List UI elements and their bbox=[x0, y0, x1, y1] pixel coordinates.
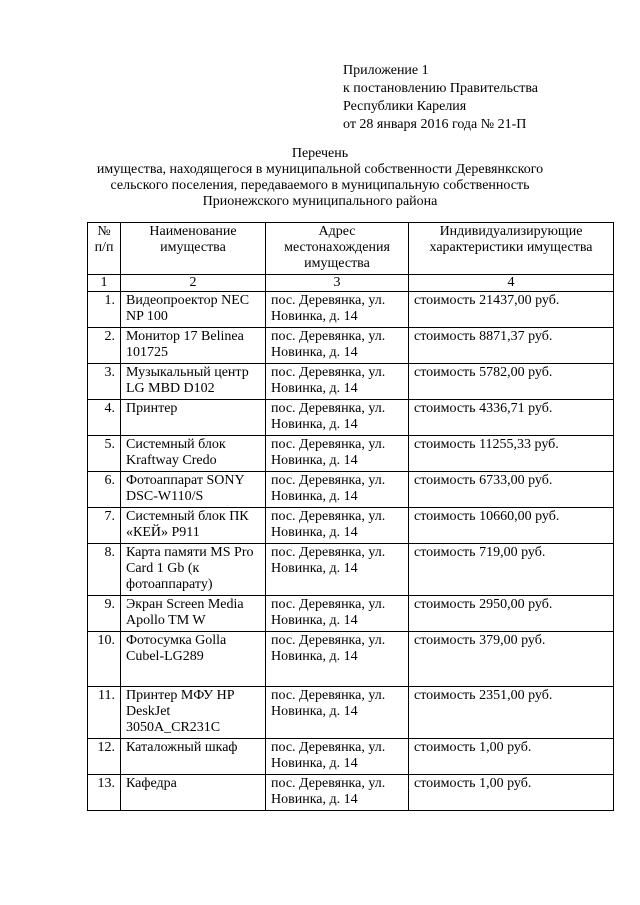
appendix-header bbox=[343, 62, 538, 134]
table-row bbox=[88, 508, 614, 544]
table-header-row bbox=[88, 223, 614, 275]
table-row bbox=[88, 544, 614, 596]
column-number: 2 bbox=[121, 275, 266, 292]
row-number: 6. bbox=[88, 472, 121, 508]
item-name: Фотоаппарат SONY DSC-W110/S bbox=[121, 472, 266, 508]
item-name: Видеопроектор NEC NP 100 bbox=[121, 292, 266, 328]
table-row bbox=[88, 687, 614, 739]
item-name: Фотосумка Golla Cubel-LG289 bbox=[121, 632, 266, 687]
row-number: 7. bbox=[88, 508, 121, 544]
item-name: Экран Screen Media Apollo TM W bbox=[121, 596, 266, 632]
item-name: Системный блок ПК «КЕЙ» P911 bbox=[121, 508, 266, 544]
item-address: пос. Деревянка, ул. Новинка, д. 14 bbox=[266, 508, 409, 544]
item-address: пос. Деревянка, ул. Новинка, д. 14 bbox=[266, 472, 409, 508]
item-address: пос. Деревянка, ул. Новинка, д. 14 bbox=[266, 687, 409, 739]
document-title bbox=[60, 146, 580, 210]
table-row bbox=[88, 739, 614, 775]
title-line: Перечень bbox=[291, 146, 349, 161]
appendix-line: Приложение 1 bbox=[343, 63, 429, 78]
item-details: стоимость 379,00 руб. bbox=[409, 632, 614, 687]
item-name: Принтер МФУ HP DeskJet 3050A_CR231C bbox=[121, 687, 266, 739]
column-number: 1 bbox=[88, 275, 121, 292]
property-table bbox=[87, 222, 614, 811]
item-address: пос. Деревянка, ул. Новинка, д. 14 bbox=[266, 632, 409, 687]
appendix-line: к постановлению Правительства bbox=[343, 81, 539, 96]
title-line: имущества, находящегося в муниципальной собственности Деревянкского bbox=[96, 162, 544, 177]
column-number: 3 bbox=[266, 275, 409, 292]
item-address: пос. Деревянка, ул. Новинка, д. 14 bbox=[266, 544, 409, 596]
table-row bbox=[88, 364, 614, 400]
table-row bbox=[88, 328, 614, 364]
row-number: 3. bbox=[88, 364, 121, 400]
table-row bbox=[88, 292, 614, 328]
item-details: стоимость 8871,37 руб. bbox=[409, 328, 614, 364]
item-address: пос. Деревянка, ул. Новинка, д. 14 bbox=[266, 775, 409, 811]
header-cell-name: Наименование имущества bbox=[121, 223, 266, 275]
row-number: 9. bbox=[88, 596, 121, 632]
item-name: Принтер bbox=[121, 400, 266, 436]
header-cell-details: Индивидуализирующие характеристики имущества bbox=[409, 223, 614, 275]
header-cell-number: № п/п bbox=[88, 223, 121, 275]
item-details: стоимость 1,00 руб. bbox=[409, 739, 614, 775]
table-row bbox=[88, 472, 614, 508]
item-name: Монитор 17 Belinea 101725 bbox=[121, 328, 266, 364]
appendix-line: Республики Карелия bbox=[343, 99, 467, 114]
item-details: стоимость 719,00 руб. bbox=[409, 544, 614, 596]
item-name: Музыкальный центр LG MBD D102 bbox=[121, 364, 266, 400]
item-address: пос. Деревянка, ул. Новинка, д. 14 bbox=[266, 400, 409, 436]
row-number: 12. bbox=[88, 739, 121, 775]
title-line: Прионежского муниципального района bbox=[202, 194, 438, 209]
item-details: стоимость 11255,33 руб. bbox=[409, 436, 614, 472]
column-number-row bbox=[88, 275, 614, 292]
item-address: пос. Деревянка, ул. Новинка, д. 14 bbox=[266, 596, 409, 632]
item-details: стоимость 6733,00 руб. bbox=[409, 472, 614, 508]
row-number: 13. bbox=[88, 775, 121, 811]
title-line: сельского поселения, передаваемого в муниципальную собственность bbox=[110, 178, 530, 193]
item-address: пос. Деревянка, ул. Новинка, д. 14 bbox=[266, 436, 409, 472]
table-row bbox=[88, 400, 614, 436]
row-number: 2. bbox=[88, 328, 121, 364]
item-name: Каталожный шкаф bbox=[121, 739, 266, 775]
table-row bbox=[88, 775, 614, 811]
appendix-line: от 28 января 2016 года № 21-П bbox=[343, 117, 527, 132]
table-row bbox=[88, 632, 614, 687]
row-number: 4. bbox=[88, 400, 121, 436]
table-row bbox=[88, 596, 614, 632]
item-name: Кафедра bbox=[121, 775, 266, 811]
item-name: Карта памяти MS Pro Card 1 Gb (к фотоаппарату) bbox=[121, 544, 266, 596]
item-name: Системный блок Kraftway Credo bbox=[121, 436, 266, 472]
item-details: стоимость 5782,00 руб. bbox=[409, 364, 614, 400]
row-number: 10. bbox=[88, 632, 121, 687]
item-details: стоимость 21437,00 руб. bbox=[409, 292, 614, 328]
item-details: стоимость 2351,00 руб. bbox=[409, 687, 614, 739]
item-address: пос. Деревянка, ул. Новинка, д. 14 bbox=[266, 739, 409, 775]
item-address: пос. Деревянка, ул. Новинка, д. 14 bbox=[266, 292, 409, 328]
table-row bbox=[88, 436, 614, 472]
item-address: пос. Деревянка, ул. Новинка, д. 14 bbox=[266, 364, 409, 400]
row-number: 1. bbox=[88, 292, 121, 328]
row-number: 11. bbox=[88, 687, 121, 739]
item-details: стоимость 2950,00 руб. bbox=[409, 596, 614, 632]
row-number: 5. bbox=[88, 436, 121, 472]
item-details: стоимость 1,00 руб. bbox=[409, 775, 614, 811]
header-cell-address: Адрес местонахождения имущества bbox=[266, 223, 409, 275]
column-number: 4 bbox=[409, 275, 614, 292]
item-details: стоимость 4336,71 руб. bbox=[409, 400, 614, 436]
item-details: стоимость 10660,00 руб. bbox=[409, 508, 614, 544]
item-address: пос. Деревянка, ул. Новинка, д. 14 bbox=[266, 328, 409, 364]
row-number: 8. bbox=[88, 544, 121, 596]
